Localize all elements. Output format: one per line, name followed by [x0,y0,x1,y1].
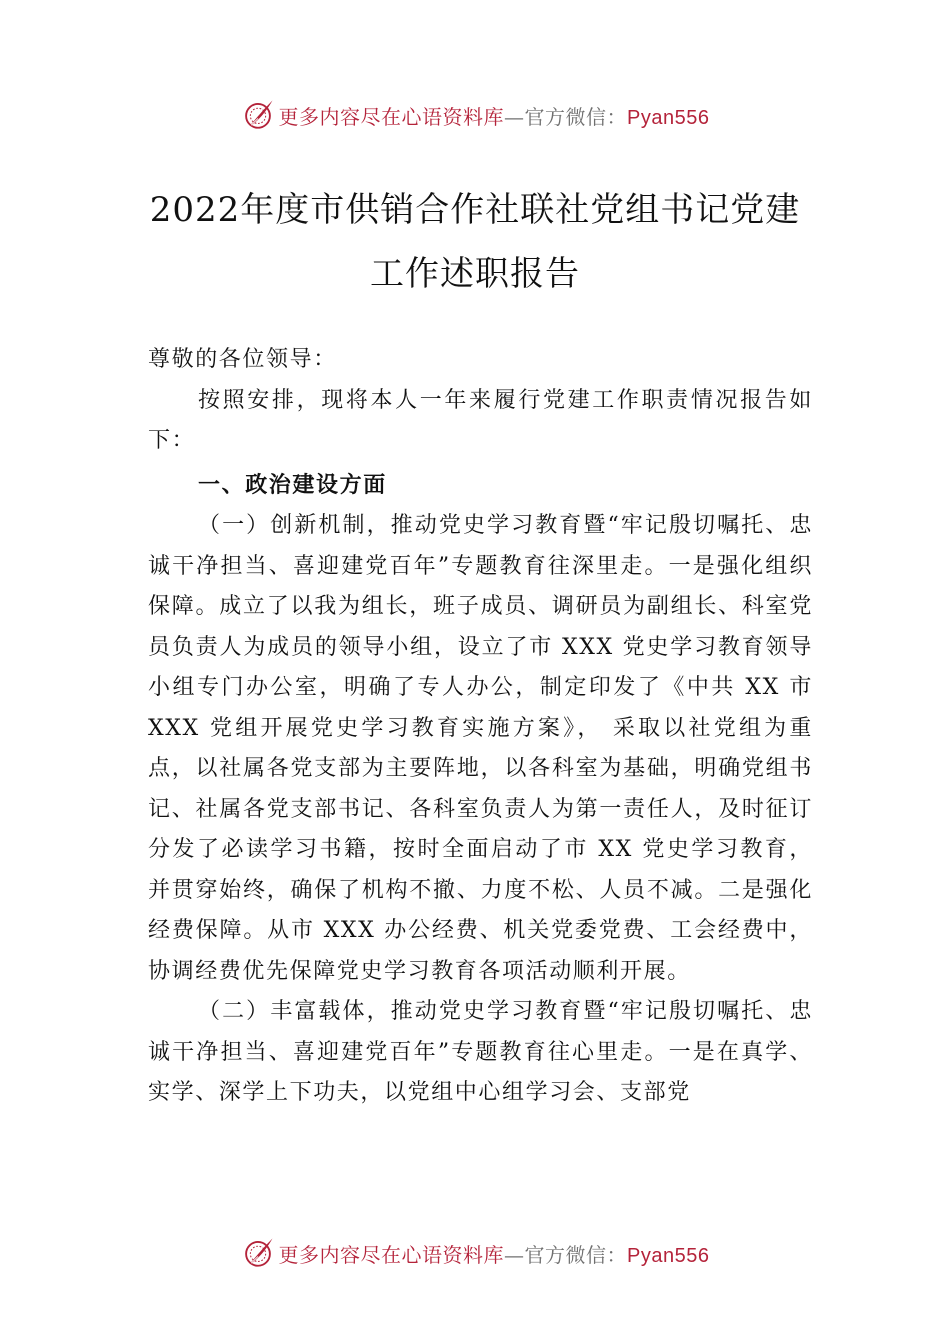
title-line-2: 工作述职报告 [370,254,580,294]
banner-text [279,1239,710,1268]
banner-text [279,101,710,130]
quill-logo-icon [241,1236,275,1270]
body-paragraph-1: （一）创新机制，推动党史学习教育暨“牢记殷切嘱托、忠诚干净担当、喜迎建党百年”专题教育往深里走。一是强化组织保障。成立了以我为组长，班子成员、调研员为副组长、科室党员负责人为成员的领导小组，设立了市 XXX 党史学习教育领导小组专门办公室，明确了专人办公，制定印发了《中共 XX 市 XXX 党组开展党史学习教育实施方案》， 采取以社党组为重点，以社属各党支部为主要阵地，以各科室为基础，明确党组书记、社属各党支部书记、各科室负责人为第一责任人，及时征订分发了必读学习书籍，按时全面启动了市 XX 党史学习教育，并贯穿始终，确保了机构不撤、力度不松、人员不减。二是强化经费保障。从市 XXX 办公经费、机关党委党费、工会经费中，协调经费优先保障党史学习教育各项活动顺利开展。 [148,513,813,984]
banner-dash: — [504,1242,525,1267]
banner-wechat-handle: Pyan556 [627,106,710,129]
section-heading: 一、政治建设方面 [198,472,387,498]
banner-main-text: 更多内容尽在心语资料库 [278,1242,505,1267]
intro-paragraph: 按照安排，现将本人一年来履行党建工作职责情况报告如下： [148,387,813,453]
header-banner [0,95,950,135]
document-body [148,340,813,1114]
document-title [100,178,850,306]
quill-logo-icon [241,98,275,132]
banner-main-text: 更多内容尽在心语资料库 [278,104,505,129]
banner-wechat-handle: Pyan556 [627,1244,710,1267]
body-paragraph-2: （二）丰富载体，推动党史学习教育暨“牢记殷切嘱托、忠诚干净担当、喜迎建党百年”专题教育往心里走。一是在真学、实学、深学上下功夫，以党组中心组学习会、支部党 [148,999,813,1105]
footer-banner [0,1233,950,1273]
salutation: 尊敬的各位领导： [148,347,337,372]
banner-wechat-label: 官方微信： [524,1242,628,1267]
banner-wechat-label: 官方微信： [524,104,628,129]
title-line-1: 2022年度市供销合作社联社党组书记党建 [149,190,801,230]
banner-dash: — [504,104,525,129]
